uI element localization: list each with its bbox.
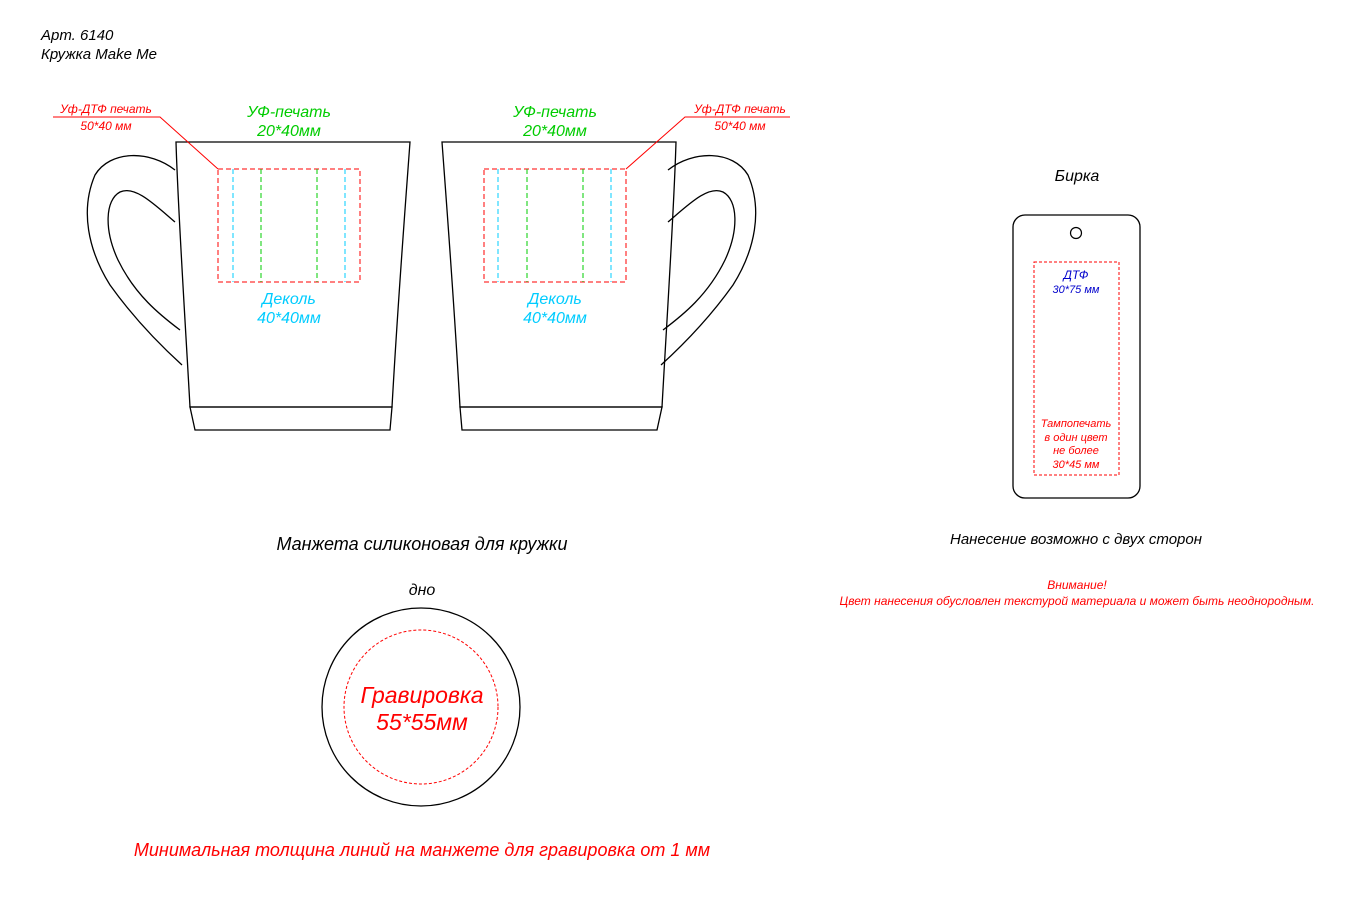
mug-left-uvdtf-label: Уф-ДТФ печать: [60, 102, 152, 116]
mug-right-uv-size: 20*40мм: [523, 123, 587, 140]
tag-pad-line1: Тампопечать: [1040, 418, 1112, 430]
mug-left-uv-label: УФ-печать: [247, 104, 331, 121]
mug-left-decal-label: Деколь: [262, 291, 316, 308]
sleeve-bottom-label: дно: [408, 582, 436, 599]
warning-title: Внимание!: [1047, 578, 1107, 592]
tag-pad-line3: не более: [1053, 445, 1099, 457]
mug-left-decal-size: 40*40мм: [257, 310, 321, 327]
tag-pad-size: 30*45 мм: [1052, 459, 1100, 471]
sleeve-engrave-label: Гравировка: [360, 682, 484, 708]
tag-dtf-size: 30*75 мм: [1052, 284, 1100, 296]
sleeve-title: Манжета силиконовая для кружки: [276, 534, 568, 554]
mug-left-uvdtf-size: 50*40 мм: [80, 119, 132, 133]
mug-right-uv-label: УФ-печать: [513, 104, 597, 121]
mug-left-body: [176, 142, 410, 407]
tag-pad-line2: в один цвет: [1044, 432, 1108, 444]
sleeve-min-line-note: Минимальная толщина линий на манжете для гравировка от 1 мм: [133, 840, 711, 860]
mug-right-decal-size: 40*40мм: [523, 310, 587, 327]
mug-right-uvdtf-zone: [484, 169, 626, 282]
mug-right-base: [460, 407, 662, 430]
article-number: Арт. 6140: [41, 27, 114, 44]
mug-left: [87, 142, 410, 430]
mug-left-uvdtf-zone: [218, 169, 360, 282]
mug-right-uvdtf-size: 50*40 мм: [714, 119, 766, 133]
product-name: Кружка Make Me: [41, 46, 157, 63]
sleeve-engrave-size: 55*55мм: [376, 709, 468, 735]
mug-left-leader: [53, 117, 218, 169]
warning-text: Цвет нанесения обусловлен текстурой материала и может быть неоднородным.: [839, 594, 1315, 608]
mug-left-uv-size: 20*40мм: [257, 123, 321, 140]
mug-right-decal-label: Деколь: [528, 291, 582, 308]
tag-title: Бирка: [1054, 168, 1100, 185]
mug-left-base: [190, 407, 392, 430]
tag-hole: [1071, 228, 1082, 239]
mug-left-print-zones: [218, 169, 360, 282]
mug-right: [442, 142, 756, 430]
mug-right-print-zones: [484, 169, 626, 282]
tag-dtf-label: ДТФ: [1063, 268, 1089, 282]
mug-right-uvdtf-label: Уф-ДТФ печать: [694, 102, 786, 116]
mug-right-body: [442, 142, 676, 407]
mug-right-handle: [661, 156, 756, 365]
tag-both-sides-note: Нанесение возможно с двух сторон: [950, 531, 1202, 548]
mug-left-handle: [87, 156, 182, 365]
